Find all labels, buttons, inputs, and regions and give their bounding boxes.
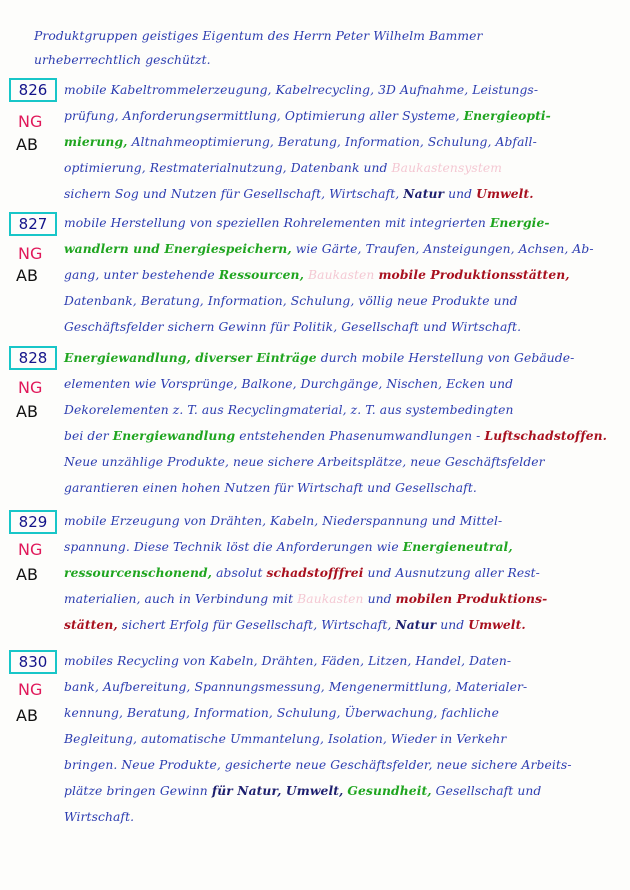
entry-text-line: plätze bringen Gewinn für Natur, Umwelt, Gesundheit, Gesellschaft und <box>64 783 542 798</box>
ab-label: AB <box>16 565 38 584</box>
ng-label: NG <box>18 244 43 263</box>
entry-text-line: Begleitung, automatische Ummantelung, Isolation, Wieder in Verkehr <box>64 732 507 746</box>
entry-text-line: Geschäftsfelder sichern Gewinn für Politik, Gesellschaft und Wirtschaft. <box>64 320 522 334</box>
entry-number-box: 829 <box>9 510 57 534</box>
ab-label: AB <box>16 266 38 285</box>
entry-text-line: sichern Sog und Nutzen für Gesellschaft, Wirtschaft, Natur und Umwelt. <box>64 186 534 201</box>
entry-text-line: Wirtschaft. <box>64 810 135 824</box>
entry-text-line: bei der Energiewandlung entstehenden Phasenumwandlungen - Luftschadstoffen. <box>64 428 608 443</box>
entry-text-line: Energiewandlung, diverser Einträge durch mobile Herstellung von Gebäude- <box>64 350 575 365</box>
entry-text-line: stätten, sichert Erfolg für Gesellschaft, Wirtschaft, Natur und Umwelt. <box>64 617 526 632</box>
entry-number-box: 828 <box>9 346 57 370</box>
entry-text-line: materialien, auch in Verbindung mit Baukasten und mobilen Produktions- <box>64 591 548 606</box>
entry-text-line: gang, unter bestehende Ressourcen, Baukasten mobile Produktionsstätten, <box>64 267 570 282</box>
entry-text-line: elementen wie Vorsprünge, Balkone, Durchgänge, Nischen, Ecken und <box>64 377 514 391</box>
entry-text-line: optimierung, Restmaterialnutzung, Datenbank und Baukastensystem <box>64 161 502 175</box>
entry-text-line: Neue unzählige Produkte, neue sichere Arbeitsplätze, neue Geschäftsfelder <box>64 455 545 469</box>
entry-number-box: 827 <box>9 212 57 236</box>
entry-text-line: mobiles Recycling von Kabeln, Drähten, Fäden, Litzen, Handel, Daten- <box>64 654 512 668</box>
entry-text-line: Dekorelementen z. T. aus Recyclingmaterial, z. T. aus systembedingten <box>64 403 514 417</box>
entry-text-line: prüfung, Anforderungsermittlung, Optimierung aller Systeme, Energieopti- <box>64 108 551 123</box>
entry-text-line: mierung, Altnahmeoptimierung, Beratung, Information, Schulung, Abfall- <box>64 134 537 149</box>
ng-label: NG <box>18 540 43 559</box>
ab-label: AB <box>16 135 38 154</box>
intro-line-1: Produktgruppen geistiges Eigentum des Herrn Peter Wilhelm Bammer <box>34 29 483 43</box>
ab-label: AB <box>16 706 38 725</box>
ab-label: AB <box>16 402 38 421</box>
entry-text-line: kennung, Beratung, Information, Schulung, Überwachung, fachliche <box>64 706 499 720</box>
intro-line-2: urheberrechtlich geschützt. <box>34 53 211 67</box>
entry-text-line: bank, Aufbereitung, Spannungsmessung, Mengenermittlung, Materialer- <box>64 680 528 694</box>
entry-number-box: 826 <box>9 78 57 102</box>
entry-text-line: garantieren einen hohen Nutzen für Wirtschaft und Gesellschaft. <box>64 481 477 495</box>
entry-text-line: mobile Kabeltrommelerzeugung, Kabelrecycling, 3D Aufnahme, Leistungs- <box>64 83 539 97</box>
entry-text-line: bringen. Neue Produkte, gesicherte neue Geschäftsfelder, neue sichere Arbeits- <box>64 758 572 772</box>
ng-label: NG <box>18 112 43 131</box>
entry-text-line: mobile Herstellung von speziellen Rohrelementen mit integrierten Energie- <box>64 215 550 230</box>
entry-text-line: mobile Erzeugung von Drähten, Kabeln, Niederspannung und Mittel- <box>64 514 503 528</box>
entry-text-line: wandlern und Energiespeichern, wie Gärte, Traufen, Ansteigungen, Achsen, Ab- <box>64 241 594 256</box>
ng-label: NG <box>18 378 43 397</box>
entry-text-line: spannung. Diese Technik löst die Anforderungen wie Energieneutral, <box>64 539 513 554</box>
entry-text-line: Datenbank, Beratung, Information, Schulung, völlig neue Produkte und <box>64 294 518 308</box>
entry-text-line: ressourcenschonend, absolut schadstofffrei und Ausnutzung aller Rest- <box>64 565 540 580</box>
entry-number-box: 830 <box>9 650 57 674</box>
ng-label: NG <box>18 680 43 699</box>
